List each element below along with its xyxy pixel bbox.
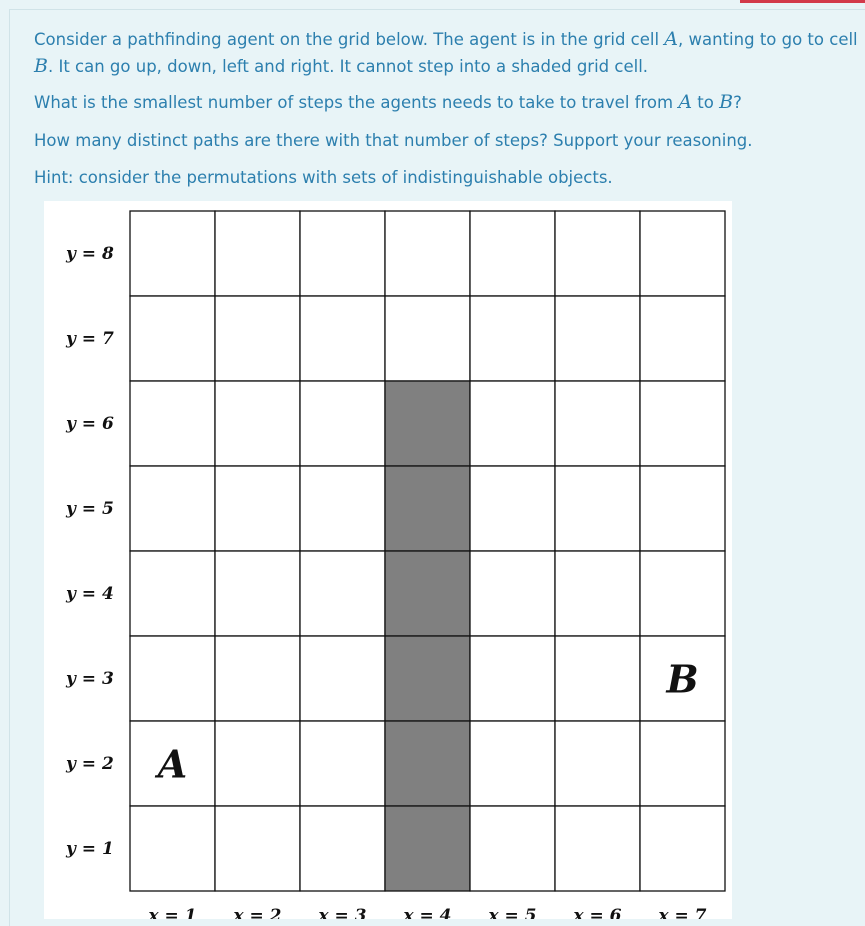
grid-cell-3-1: [300, 806, 385, 891]
grid-cell-3-7: [300, 296, 385, 381]
grid-cell-5-3: [470, 636, 555, 721]
grid-cell-6-2: [555, 721, 640, 806]
shaded-cell-4-2: [385, 721, 470, 806]
grid-cell-2-3: [215, 636, 300, 721]
marker-a: A: [157, 741, 188, 787]
grid-cell-7-2: [640, 721, 725, 806]
y-label-6: y = 6: [66, 414, 114, 434]
grid-cell-3-6: [300, 381, 385, 466]
grid-cell-5-7: [470, 296, 555, 381]
grid-cell-7-4: [640, 551, 725, 636]
grid-cell-4-7: [385, 296, 470, 381]
grid-cell-1-5: [130, 466, 215, 551]
grid-cell-2-1: [215, 806, 300, 891]
grid-cell-3-5: [300, 466, 385, 551]
grid-cell-6-8: [555, 211, 640, 296]
grid-cell-7-5: [640, 466, 725, 551]
grid-cell-5-5: [470, 466, 555, 551]
grid-cell-2-8: [215, 211, 300, 296]
x-label-4: x = 4: [403, 906, 452, 919]
question-paths: How many distinct paths are there with that number of steps? Support your reasoning.: [34, 131, 753, 150]
var-a: A: [678, 91, 693, 113]
shaded-cell-4-6: [385, 381, 470, 466]
shaded-cell-4-1: [385, 806, 470, 891]
x-label-5: x = 5: [488, 906, 537, 919]
grid-cell-5-8: [470, 211, 555, 296]
grid-cell-5-1: [470, 806, 555, 891]
question-steps: [34, 89, 860, 116]
grid-cell-2-2: [215, 721, 300, 806]
y-label-5: y = 5: [66, 499, 114, 519]
question-steps-text-2: to: [692, 93, 720, 112]
var-b: B: [34, 55, 48, 77]
grid-figure: [44, 201, 732, 919]
shaded-cell-4-5: [385, 466, 470, 551]
question-steps-text-3: ?: [733, 93, 742, 112]
grid-cell-1-8: [130, 211, 215, 296]
grid-cell-7-8: [640, 211, 725, 296]
marker-b: B: [666, 656, 699, 702]
grid-cell-2-5: [215, 466, 300, 551]
var-b: B: [719, 91, 734, 113]
accent-bar: [740, 0, 865, 3]
grid-cell-6-1: [555, 806, 640, 891]
grid-cell-1-6: [130, 381, 215, 466]
grid-cell-7-1: [640, 806, 725, 891]
grid-cell-7-7: [640, 296, 725, 381]
x-label-1: x = 1: [148, 906, 197, 919]
question-intro-text-2: , wanting to go to cell: [678, 30, 858, 49]
x-label-7: x = 7: [658, 906, 707, 919]
grid-cell-7-6: [640, 381, 725, 466]
grid-cell-5-6: [470, 381, 555, 466]
question-intro: [34, 26, 860, 80]
x-label-3: x = 3: [318, 906, 367, 919]
grid-cell-4-8: [385, 211, 470, 296]
question-panel: [9, 9, 865, 926]
grid-cell-3-4: [300, 551, 385, 636]
grid-cell-1-1: [130, 806, 215, 891]
var-a: A: [664, 28, 679, 50]
y-label-4: y = 4: [66, 584, 114, 604]
grid-cell-1-7: [130, 296, 215, 381]
y-label-3: y = 3: [66, 669, 114, 689]
grid-cell-6-4: [555, 551, 640, 636]
y-label-8: y = 8: [66, 244, 114, 264]
grid-cell-6-6: [555, 381, 640, 466]
shaded-cell-4-3: [385, 636, 470, 721]
grid-cell-6-3: [555, 636, 640, 721]
grid-cell-3-2: [300, 721, 385, 806]
grid-cell-6-7: [555, 296, 640, 381]
grid-cell-3-3: [300, 636, 385, 721]
grid-cell-2-7: [215, 296, 300, 381]
grid-cell-3-8: [300, 211, 385, 296]
question-steps-text-1: What is the smallest number of steps the agents needs to take to travel from: [34, 93, 679, 112]
y-label-1: y = 1: [66, 839, 114, 859]
shaded-cell-4-4: [385, 551, 470, 636]
x-label-2: x = 2: [233, 906, 282, 919]
x-label-6: x = 6: [573, 906, 622, 919]
grid-cell-1-4: [130, 551, 215, 636]
grid-cell-2-4: [215, 551, 300, 636]
question-hint: Hint: consider the permutations with sets of indistinguishable objects.: [34, 168, 613, 187]
grid-svg: [44, 201, 732, 919]
question-intro-text-3: . It can go up, down, left and right. It cannot step into a shaded grid cell.: [47, 57, 649, 76]
grid-cell-2-6: [215, 381, 300, 466]
grid-cell-6-5: [555, 466, 640, 551]
grid-cell-5-4: [470, 551, 555, 636]
y-label-7: y = 7: [66, 329, 114, 349]
grid-cell-5-2: [470, 721, 555, 806]
y-label-2: y = 2: [66, 754, 114, 774]
grid-cell-1-3: [130, 636, 215, 721]
question-intro-text-1: Consider a pathfinding agent on the grid below. The agent is in the grid cell: [34, 30, 665, 49]
